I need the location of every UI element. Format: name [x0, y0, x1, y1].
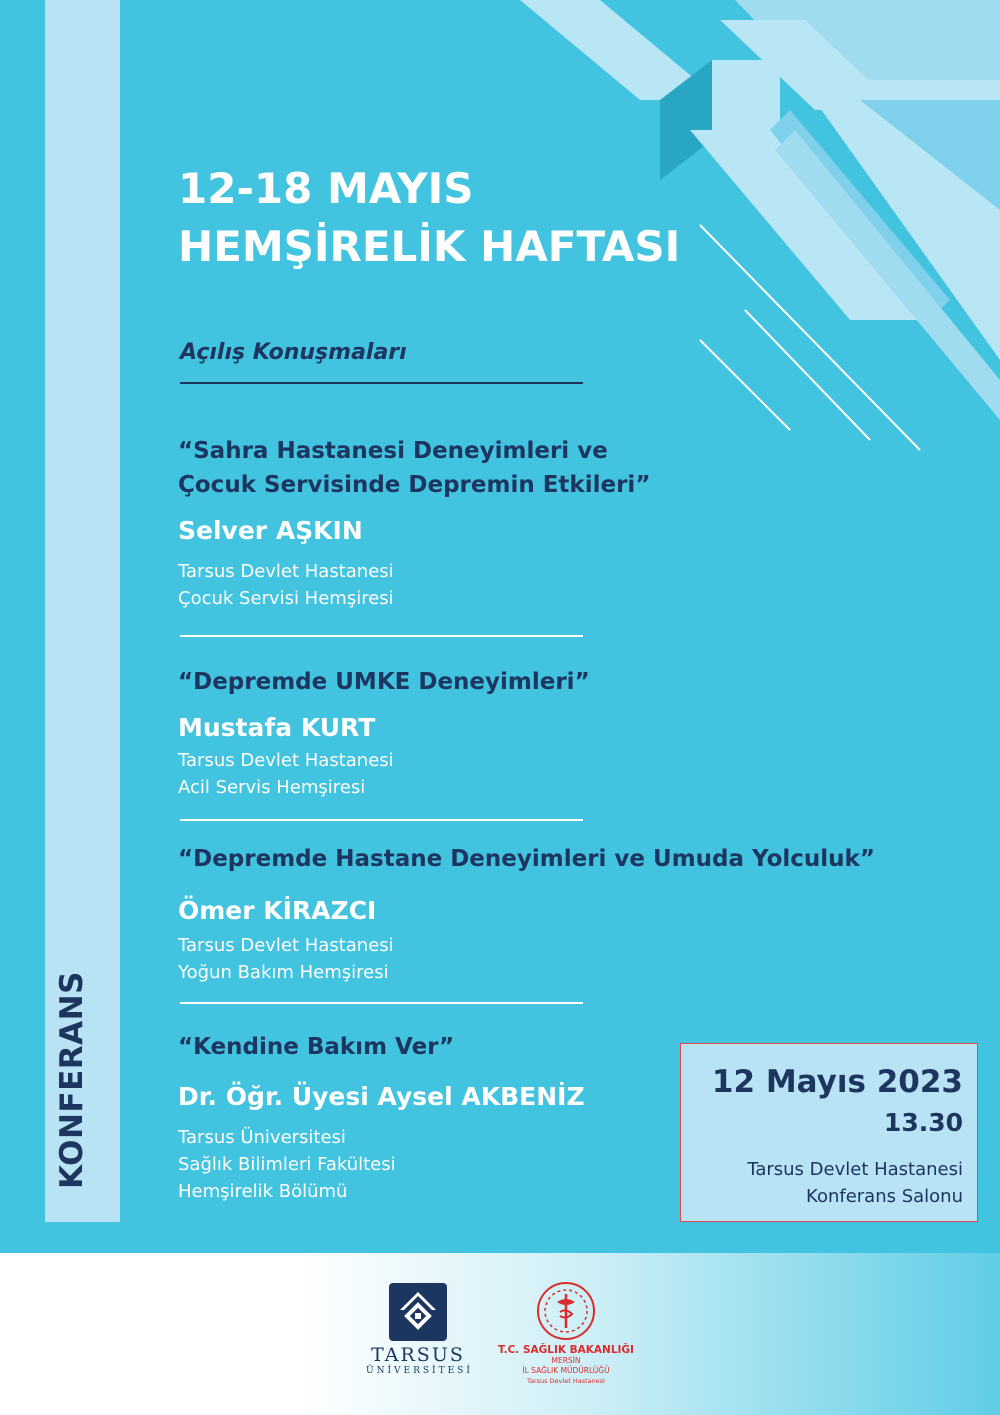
- talk-4: [178, 1030, 585, 1205]
- divider: [180, 635, 583, 637]
- event-place: [747, 1156, 963, 1210]
- speaker-role: Tarsus Üniversitesi: [178, 1127, 346, 1148]
- place-line-1: Tarsus Devlet Hastanesi: [747, 1159, 963, 1180]
- speaker-name: Selver AŞKIN: [178, 516, 363, 545]
- speaker-role: Sağlık Bilimleri Fakültesi: [178, 1154, 396, 1175]
- tarsus-emblem-icon: [389, 1283, 447, 1341]
- talk-title: “Depremde UMKE Deneyimleri”: [178, 669, 590, 695]
- speaker-role: Tarsus Devlet Hastanesi: [178, 750, 394, 771]
- speaker-role: Tarsus Devlet Hastanesi: [178, 935, 394, 956]
- speaker-name: Mustafa KURT: [178, 713, 376, 742]
- speaker-role: Yoğun Bakım Hemşiresi: [178, 962, 389, 983]
- talk-title: “Sahra Hastanesi Deneyimleri ve: [178, 438, 608, 464]
- tarsus-university-logo: [366, 1283, 473, 1376]
- divider: [180, 819, 583, 821]
- speaker-role: Tarsus Devlet Hastanesi: [178, 561, 394, 582]
- ministry-title: T.C. SAĞLIK BAKANLIĞI: [498, 1344, 634, 1356]
- talk-3: [178, 842, 875, 986]
- tarsus-sub: ÜNİVERSİTESİ: [366, 1366, 473, 1376]
- speaker-role: Çocuk Servisi Hemşiresi: [178, 588, 394, 609]
- ministry-line-1: MERSİN: [551, 1356, 581, 1365]
- tarsus-name: TARSUS: [371, 1344, 465, 1366]
- talk-title: Çocuk Servisinde Depremin Etkileri”: [178, 472, 651, 498]
- ministry-of-health-logo: [496, 1280, 636, 1386]
- divider: [180, 1002, 583, 1004]
- speaker-name: Dr. Öğr. Üyesi Aysel AKBENİZ: [178, 1082, 585, 1111]
- talk-title: “Depremde Hastane Deneyimleri ve Umuda Yolculuk”: [178, 846, 875, 872]
- event-time: 13.30: [883, 1108, 963, 1137]
- opening-speeches: Açılış Konuşmaları: [180, 340, 407, 365]
- section-label: KONFERANS: [54, 971, 90, 1189]
- title-line-1: 12-18 MAYIS: [178, 164, 474, 213]
- event-date: 12 Mayıs 2023: [711, 1064, 963, 1100]
- talk-title: “Kendine Bakım Ver”: [178, 1034, 455, 1060]
- event-title: [178, 160, 680, 276]
- speaker-role: Hemşirelik Bölümü: [178, 1181, 348, 1202]
- divider: [180, 382, 583, 384]
- talk-1: [178, 434, 650, 612]
- speaker-role: Acil Servis Hemşiresi: [178, 777, 366, 798]
- event-info-box: [680, 1043, 978, 1222]
- place-line-2: Konferans Salonu: [806, 1186, 963, 1207]
- ministry-line-2: İL SAĞLIK MÜDÜRLÜĞÜ: [522, 1366, 610, 1375]
- title-line-2: HEMŞİRELİK HAFTASI: [178, 222, 681, 271]
- ministry-emblem-icon: [535, 1280, 597, 1342]
- ministry-line-3: Tarsus Devlet Hastanesi: [527, 1377, 605, 1385]
- talk-2: [178, 665, 590, 801]
- speaker-name: Ömer KİRAZCI: [178, 896, 377, 925]
